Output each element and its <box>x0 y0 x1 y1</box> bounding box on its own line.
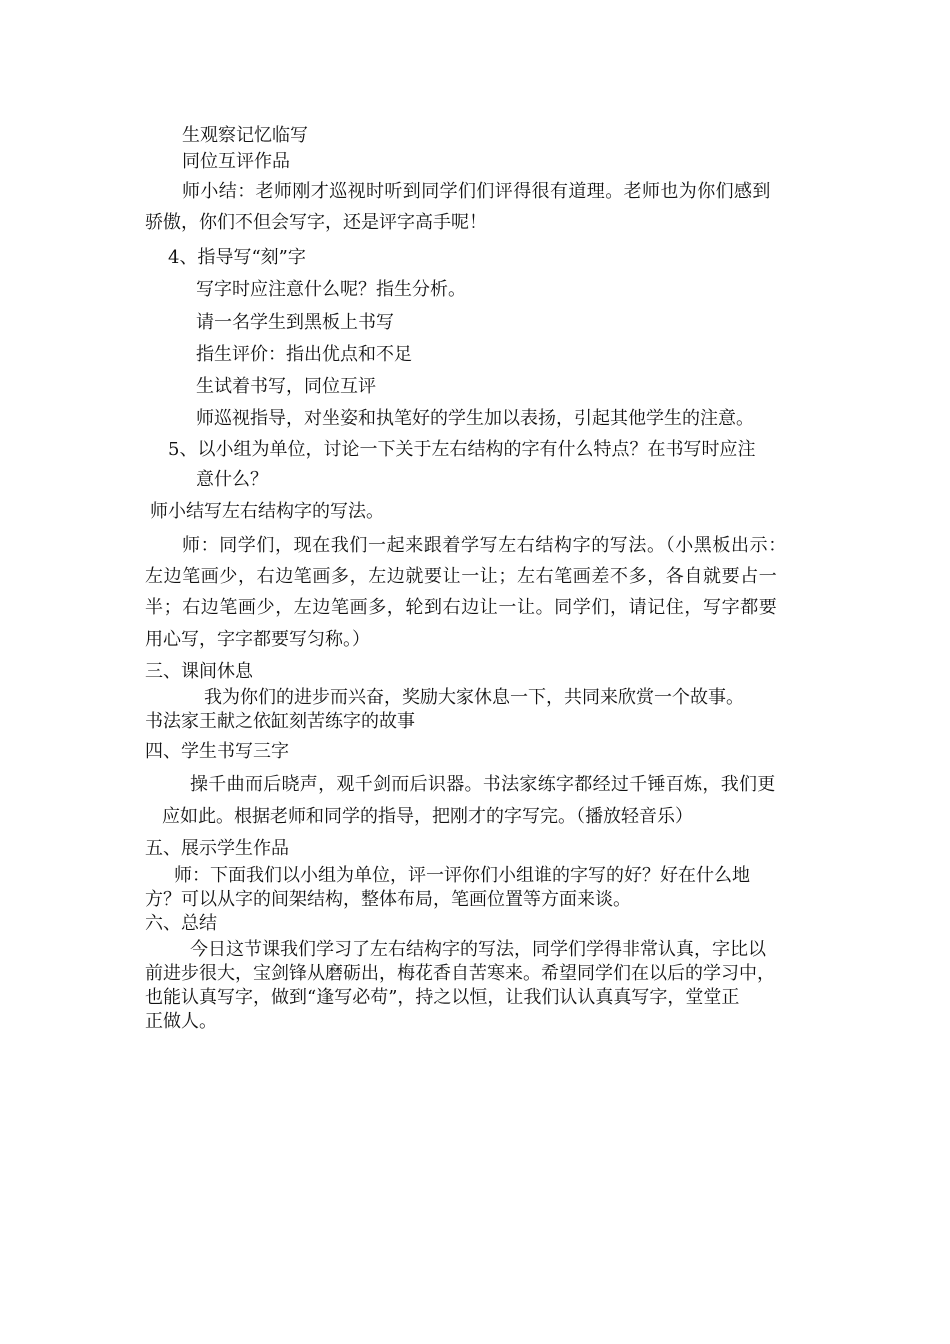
text-line: 我为你们的进步而兴奋，奖励大家休息一下，共同来欣赏一个故事。 <box>204 687 744 708</box>
text-line: 同位互评作品 <box>182 151 290 172</box>
text-line: 师巡视指导，对坐姿和执笔好的学生加以表扬，引起其他学生的注意。 <box>196 408 754 429</box>
text-line: 生观察记忆临写 <box>182 125 308 146</box>
text-line: 半；右边笔画少，左边笔画多，轮到右边让一让。同学们，请记住，写字都要 <box>145 597 778 618</box>
text-line: 师：下面我们以小组为单位，评一评你们小组谁的字写的好？好在什么地 <box>174 865 750 886</box>
text-line: 写字时应注意什么呢？指生分析。 <box>196 279 466 300</box>
text-line: 正做人。 <box>145 1011 217 1032</box>
text-line: 左边笔画少，右边笔画多，左边就要让一让；左右笔画差不多，各自就要占一 <box>145 566 778 587</box>
text-line: 用心写，字字都要写匀称。） <box>145 629 370 650</box>
section-heading: 四、学生书写三字 <box>145 741 289 762</box>
text-line: 今日这节课我们学习了左右结构字的写法，同学们学得非常认真，字比以 <box>190 939 766 960</box>
text-line: 方？可以从字的间架结构，整体布局，笔画位置等方面来谈。 <box>145 889 631 910</box>
text-line: 师：同学们，现在我们一起来跟着学写左右结构字的写法。（小黑板出示： <box>182 535 787 556</box>
text-line: 应如此。根据老师和同学的指导，把刚才的字写完。（播放轻音乐） <box>162 806 693 827</box>
text-line: 书法家王献之依缸刻苦练字的故事 <box>145 711 415 732</box>
text-line: 师小结：老师刚才巡视时听到同学们们评得很有道理。老师也为你们感到 <box>182 181 771 202</box>
text-line: 师小结写左右结构字的写法。 <box>150 501 384 522</box>
text-line: 骄傲，你们不但会写字，还是评字高手呢！ <box>145 212 487 233</box>
text-line: 也能认真写字，做到“逢写必苟”，持之以恒，让我们认认真真写字，堂堂正 <box>145 987 740 1008</box>
text-line: 指生评价：指出优点和不足 <box>196 344 412 365</box>
text-line: 操千曲而后晓声，观千剑而后识器。书法家练字都经过千锤百炼，我们更 <box>190 774 776 795</box>
text-line: 前进步很大，宝剑锋从磨砺出，梅花香自苦寒来。希望同学们在以后的学习中， <box>145 963 775 984</box>
text-line: 5、以小组为单位，讨论一下关于左右结构的字有什么特点？在书写时应注 <box>168 439 756 460</box>
section-heading: 六、总结 <box>145 913 217 934</box>
text-line: 意什么？ <box>196 469 268 490</box>
section-heading: 三、课间休息 <box>145 661 253 682</box>
text-line: 请一名学生到黑板上书写 <box>196 312 394 333</box>
text-line: 4、指导写“刻”字 <box>168 247 306 268</box>
text-line: 生试着书写，同位互评 <box>196 376 376 397</box>
section-heading: 五、展示学生作品 <box>145 838 289 859</box>
